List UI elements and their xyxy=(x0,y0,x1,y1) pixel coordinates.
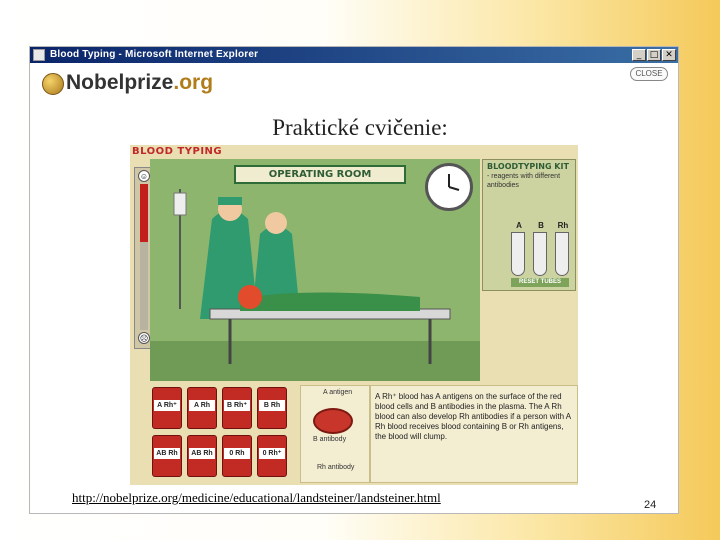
red-blood-cell-diagram xyxy=(300,385,370,483)
close-button[interactable]: CLOSE xyxy=(630,67,668,81)
happy-face-icon: ☺ xyxy=(139,172,149,181)
antigen-label: A antigen xyxy=(323,389,353,396)
blood-typing-game xyxy=(130,145,578,485)
operating-room-scene[interactable] xyxy=(150,159,480,381)
room-heading: OPERATING ROOM xyxy=(234,165,406,184)
blood-bag[interactable]: A Rh⁺ xyxy=(152,387,182,429)
source-link[interactable]: http://nobelprize.org/medicine/educational/landsteiner/landsteiner.html xyxy=(72,490,441,505)
window-close-button[interactable]: ✕ xyxy=(662,49,676,61)
blood-info-box xyxy=(370,385,578,483)
kit-description: - reagents with different antibodies xyxy=(487,173,561,189)
antibody-label: B antibody xyxy=(313,436,347,443)
blood-bag[interactable]: 0 Rh xyxy=(222,435,252,477)
blood-level-fill xyxy=(140,184,148,242)
blood-bag[interactable]: AB Rh xyxy=(187,435,217,477)
ie-icon xyxy=(33,49,45,61)
bloodtyping-kit xyxy=(482,159,576,291)
blood-bag-rack xyxy=(150,383,298,483)
reagent-tube-a[interactable]: A xyxy=(511,232,525,276)
blood-bag[interactable]: 0 Rh⁺ xyxy=(257,435,287,477)
game-title: BLOOD TYPING xyxy=(132,146,223,157)
reagent-tube-b[interactable]: B xyxy=(533,232,547,276)
slide-title: Praktické cvičenie: xyxy=(272,115,448,140)
clock-icon xyxy=(425,163,473,211)
page-number: 24 xyxy=(644,499,657,511)
kit-title: BLOODTYPING KIT xyxy=(487,162,569,171)
sad-face-icon: ☹ xyxy=(139,334,149,343)
reagent-tube-rh[interactable]: Rh xyxy=(555,232,569,276)
blood-bag[interactable]: A Rh xyxy=(187,387,217,429)
blood-bag[interactable]: AB Rh xyxy=(152,435,182,477)
reset-tubes-button[interactable]: RESET TUBES xyxy=(511,278,569,287)
minimize-button[interactable]: _ xyxy=(632,49,646,61)
logo-name: Nobelprize xyxy=(66,71,174,94)
blood-info-text: A Rh⁺ blood has A antigens on the surface of the red blood cells and B antibodies in the plasma. The A Rh blood can also develop Rh antibodies if a person with A Rh blood receives blood containing B or Rh antigens, the blood will clump. xyxy=(375,392,571,441)
logo-tld: .org xyxy=(173,71,214,94)
red-blood-cell-icon xyxy=(313,408,353,434)
maximize-button[interactable]: □ xyxy=(647,49,661,61)
rh-antibody-label: Rh antibody xyxy=(317,464,355,471)
blood-bag[interactable]: B Rh⁺ xyxy=(222,387,252,429)
window-title-bar xyxy=(30,47,678,63)
blood-bag[interactable]: B Rh xyxy=(257,387,287,429)
nobel-medal-icon xyxy=(42,73,64,95)
window-title: Blood Typing - Microsoft Internet Explorer xyxy=(50,49,259,60)
